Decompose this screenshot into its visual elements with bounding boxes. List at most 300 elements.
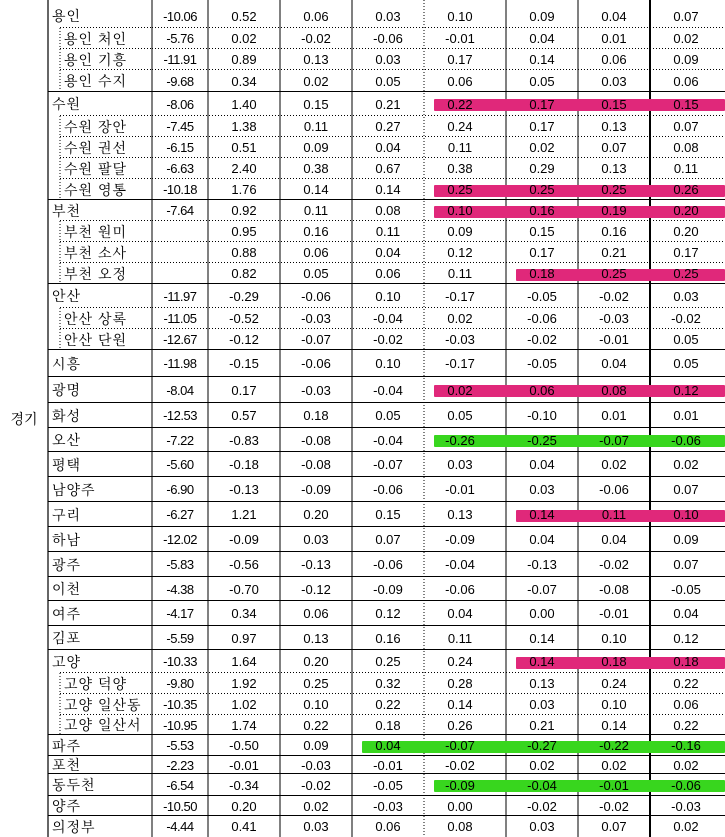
value-cell: 0.18 [673,654,699,669]
row-name: 구리 [52,506,82,523]
value-cell: 0.10 [303,697,329,712]
value-cell: 0.29 [529,161,555,176]
row-name: 여주 [52,605,82,622]
value-cell: -0.52 [229,311,259,326]
value-cell: 0.13 [601,119,627,134]
value-cell: 0.17 [529,119,555,134]
value-cell: 0.34 [231,73,257,89]
row-name: 고양 일산동 [64,696,142,713]
value-cell: -0.06 [599,482,629,497]
value-cell: -0.16 [671,738,701,753]
value-cell: 0.67 [375,161,401,176]
value-cell: 0.02 [231,31,257,46]
value-cell: 0.03 [529,697,555,712]
value-cell: 0.03 [375,52,401,67]
value-cell: -5.53 [166,738,194,753]
value-cell: 0.24 [601,676,627,691]
value-cell: 0.20 [673,224,699,239]
value-cell: -0.06 [527,311,557,326]
value-cell: 0.13 [303,52,329,67]
value-cell: 0.25 [529,182,555,197]
value-cell: -0.17 [445,356,475,371]
row-name: 광명 [52,382,82,398]
value-cell: 0.08 [447,819,473,834]
value-cell: 0.22 [303,717,329,733]
value-cell: -4.38 [166,581,194,597]
value-cell: -0.06 [301,288,331,304]
value-cell: 0.19 [601,203,627,218]
value-cell: -0.56 [229,557,259,572]
value-cell: 0.12 [673,382,699,398]
value-cell: 0.14 [601,717,627,733]
table-row [48,28,725,49]
value-cell: -0.26 [445,432,475,448]
row-name: 안산 상록 [64,310,127,327]
table-row [48,527,725,552]
value-cell: 0.02 [601,757,627,773]
value-cell: -0.06 [373,482,403,497]
value-cell: 0.28 [447,676,473,691]
value-cell: -0.01 [373,757,403,773]
value-cell: 0.25 [375,654,401,669]
value-cell: -2.23 [166,757,194,773]
table-row [48,673,725,694]
value-cell: 1.64 [231,654,257,669]
value-cell: 0.08 [375,203,401,218]
value-cell: 0.92 [231,203,257,218]
value-cell: 0.09 [529,8,555,24]
value-cell: 0.25 [303,676,329,691]
value-cell: 0.04 [673,606,699,621]
value-cell: -0.02 [527,332,557,347]
value-cell: -6.15 [166,140,194,155]
value-cell: -0.08 [599,581,629,597]
value-cell: -10.35 [163,697,197,712]
value-cell: -0.02 [527,798,557,814]
value-cell: 0.12 [673,630,699,646]
value-cell: 0.17 [673,245,699,260]
value-cell: 0.10 [673,507,699,522]
value-cell: 0.14 [447,697,473,712]
value-cell: 1.02 [231,697,257,712]
row-name: 광주 [52,556,82,573]
region-label: 경기 [10,410,38,427]
value-cell: 1.76 [231,182,257,197]
value-cell: 0.09 [303,738,329,753]
value-cell: 0.97 [231,630,257,646]
row-name: 시흥 [52,355,82,372]
value-cell: 0.02 [673,757,699,773]
value-cell: -0.04 [373,432,403,448]
value-cell: -9.80 [166,676,194,691]
value-cell: 0.20 [303,654,329,669]
value-cell: -0.07 [301,332,331,347]
table-row [48,756,725,774]
table-row [48,242,725,263]
table-row [48,816,725,837]
value-cell: 0.03 [529,482,555,497]
value-cell: 0.01 [673,408,699,423]
value-cell: -11.97 [163,288,197,304]
value-cell: 0.11 [447,630,473,646]
value-cell: -0.06 [671,432,701,448]
value-cell: 0.03 [447,457,473,472]
value-cell: -0.18 [229,457,259,472]
value-cell: 0.20 [231,798,257,814]
table-row [48,650,725,673]
value-cell: 0.06 [673,697,699,712]
value-cell: -0.08 [301,457,331,472]
value-cell: -0.03 [599,311,629,326]
row-name: 수원 장안 [64,118,127,135]
value-cell: 0.12 [447,245,473,260]
value-cell: 0.38 [303,161,329,176]
value-cell: 1.40 [231,96,257,112]
value-cell: 0.11 [303,119,329,134]
value-cell: 0.82 [231,266,257,281]
value-cell: 0.00 [529,606,555,621]
value-cell: 0.11 [673,161,699,176]
value-cell: -5.59 [166,630,194,646]
value-cell: -0.06 [445,581,475,597]
value-cell: -0.04 [445,557,475,572]
value-cell: 1.74 [231,717,257,733]
value-cell: 0.02 [673,31,699,46]
value-cell: 0.32 [375,676,401,691]
value-cell: -7.64 [166,203,194,218]
value-cell: -10.18 [163,182,197,197]
value-cell: 0.14 [529,654,555,669]
value-cell: 0.14 [529,507,555,522]
value-cell: 0.14 [529,52,555,67]
value-cell: -0.10 [527,408,557,423]
value-cell: 0.17 [231,382,257,398]
value-cell: 0.06 [529,382,555,398]
value-cell: 0.88 [231,245,257,260]
value-cell: 0.38 [447,161,473,176]
value-cell: -0.06 [301,356,331,371]
value-cell: -9.68 [166,73,194,89]
value-cell: 0.26 [673,182,699,197]
value-cell: -12.02 [163,532,197,547]
value-cell: 0.07 [673,119,699,134]
value-cell: 0.89 [231,52,257,67]
value-cell: -7.45 [166,119,194,134]
value-cell: 0.04 [375,245,401,260]
value-cell: -0.03 [301,382,331,398]
value-cell: -7.22 [166,432,194,448]
value-cell: -0.83 [229,432,259,448]
value-cell: 0.03 [601,73,627,89]
value-cell: 0.52 [231,8,257,24]
value-cell: 1.38 [231,119,257,134]
table-row [48,137,725,158]
table-row [48,221,725,242]
value-cell: 0.16 [303,224,329,239]
value-cell: -0.17 [445,288,475,304]
value-cell [152,263,208,284]
value-cell: 0.03 [673,288,699,304]
value-cell: 0.04 [375,140,401,155]
value-cell: -0.07 [373,457,403,472]
table-row [48,70,725,92]
value-cell: -0.03 [445,332,475,347]
value-cell: -0.02 [373,332,403,347]
value-cell: 0.09 [673,52,699,67]
value-cell: 0.04 [529,532,555,547]
value-cell: 0.09 [303,140,329,155]
row-name: 화성 [52,407,82,424]
value-cell: 0.03 [529,819,555,834]
value-cell: 0.95 [231,224,257,239]
table-row [48,116,725,137]
value-cell: 0.18 [375,717,401,733]
value-cell: 0.02 [447,311,473,326]
value-cell: 0.13 [447,507,473,522]
value-cell: -0.02 [599,557,629,572]
value-cell: -0.02 [671,311,701,326]
value-cell: 0.05 [375,408,401,423]
value-cell: -12.67 [163,332,197,347]
value-cell: -11.98 [163,356,197,371]
value-cell: -12.53 [163,408,197,423]
row-name: 남양주 [52,481,96,498]
value-cell: -0.01 [229,757,259,773]
value-cell: -0.29 [229,288,259,304]
value-cell: -0.01 [599,777,629,793]
value-cell: -0.02 [301,31,331,46]
value-cell: -0.09 [373,581,403,597]
value-cell: 0.08 [601,382,627,398]
value-cell: -0.02 [599,288,629,304]
value-cell: 0.20 [673,203,699,218]
value-cell: 0.21 [601,245,627,260]
value-cell: -8.04 [166,382,194,398]
value-cell: 0.25 [447,182,473,197]
value-cell: -0.25 [527,432,557,448]
value-cell: -0.05 [527,288,557,304]
row-name: 포천 [52,757,82,773]
value-cell: -5.60 [166,457,194,472]
value-cell: 1.21 [231,507,257,522]
value-cell: -0.04 [373,311,403,326]
value-cell: -0.07 [527,581,557,597]
value-cell: 0.05 [529,73,555,89]
value-cell: 0.14 [303,182,329,197]
value-cell: 0.03 [303,532,329,547]
value-cell: 0.11 [601,507,627,522]
value-cell: -0.07 [599,432,629,448]
table-row [48,49,725,70]
table-row [48,377,725,403]
table-row [48,477,725,502]
value-cell: 0.10 [601,630,627,646]
value-cell: 0.20 [303,507,329,522]
row-name: 용인 수지 [64,73,127,89]
value-cell: -11.05 [163,311,197,326]
row-name: 하남 [52,531,82,548]
value-cell: 2.40 [231,161,257,176]
table-row [48,626,725,650]
value-cell: 0.07 [673,8,699,24]
table-row [48,774,725,796]
value-cell: 0.02 [529,757,555,773]
row-name: 수원 영통 [64,181,127,198]
value-cell: -0.01 [445,31,475,46]
value-cell: 0.17 [529,245,555,260]
value-cell: 0.04 [601,532,627,547]
table-row [48,92,725,116]
table-row [48,4,725,28]
table-row [48,308,725,329]
value-cell: 0.25 [673,266,699,281]
value-cell: 0.22 [447,96,473,112]
value-cell: -4.17 [166,606,194,621]
value-cell: -0.02 [445,757,475,773]
row-name: 고양 일산서 [64,717,142,733]
value-cell: 0.13 [529,676,555,691]
value-cell: 0.02 [673,819,699,834]
value-cell: -10.50 [163,798,197,814]
row-name: 평택 [52,456,82,473]
table-row [48,179,725,200]
table-row [48,158,725,179]
value-cell: -5.83 [166,557,194,572]
row-name: 부천 소사 [64,244,127,261]
value-cell: -0.03 [301,757,331,773]
value-cell: -0.04 [373,382,403,398]
table-row [48,329,725,350]
value-cell: 0.05 [447,408,473,423]
value-cell: 0.02 [303,798,329,814]
value-cell: 0.18 [529,266,555,281]
value-cell: 0.03 [375,8,401,24]
value-cell: -10.95 [163,717,197,733]
value-cell: -0.50 [229,738,259,753]
value-cell: -0.06 [671,777,701,793]
value-cell: 0.14 [529,630,555,646]
row-name: 오산 [52,432,82,448]
value-cell: 0.02 [303,73,329,89]
value-cell: -0.03 [301,311,331,326]
value-cell: 0.05 [303,266,329,281]
value-cell: 0.18 [303,408,329,423]
value-cell: 0.06 [303,606,329,621]
value-cell: -0.01 [445,482,475,497]
value-cell: 0.06 [447,73,473,89]
value-cell: 0.15 [303,96,329,112]
value-cell: 0.11 [447,140,473,155]
value-cell: 0.22 [673,676,699,691]
value-cell: -0.09 [229,532,259,547]
row-name: 고양 [52,653,82,670]
value-cell: 0.02 [529,140,555,155]
value-cell: 0.27 [375,119,401,134]
value-cell: -0.12 [229,332,259,347]
value-cell: 0.07 [375,532,401,547]
value-cell: 0.07 [673,482,699,497]
value-cell: 0.06 [303,8,329,24]
value-cell: 0.26 [447,717,473,733]
value-cell: 1.92 [231,676,257,691]
value-cell: 0.12 [375,606,401,621]
value-cell: -0.70 [229,581,259,597]
value-cell: 0.05 [673,356,699,371]
value-cell: -0.05 [373,777,403,793]
value-cell: 0.41 [231,819,257,834]
value-cell: 0.04 [529,457,555,472]
value-cell: 0.05 [673,332,699,347]
table-row [48,601,725,626]
value-cell: -0.02 [301,777,331,793]
row-name: 용인 [52,8,82,24]
value-cell: -0.15 [229,356,259,371]
value-cell: 0.07 [601,819,627,834]
table-row [48,452,725,477]
value-cell: 0.16 [529,203,555,218]
row-name: 수원 [52,96,82,112]
value-cell: 0.06 [375,819,401,834]
value-cell: 0.04 [375,738,401,753]
value-cell: 0.02 [601,457,627,472]
value-cell: -0.13 [527,557,557,572]
value-cell: 0.01 [601,408,627,423]
value-cell: 0.13 [303,630,329,646]
value-cell: 0.24 [447,654,473,669]
value-cell: -6.54 [166,777,194,793]
table-row [48,552,725,577]
row-name: 안산 [52,288,82,304]
value-cell: -0.08 [301,432,331,448]
table-row [48,284,725,308]
value-cell: -8.06 [166,96,194,112]
value-cell: 0.06 [375,266,401,281]
table-row [48,796,725,816]
value-cell: -0.34 [229,777,259,793]
value-cell: 0.04 [601,356,627,371]
row-name: 수원 권선 [64,139,127,156]
value-cell: -10.06 [163,8,197,24]
row-name: 의정부 [52,818,96,835]
row-name: 고양 덕양 [64,675,127,692]
value-cell: -10.33 [163,654,197,669]
value-cell: 0.10 [601,697,627,712]
value-cell: 0.57 [231,408,257,423]
table-row [48,715,725,735]
value-cell: -6.90 [166,482,194,497]
value-cell: -0.01 [599,332,629,347]
row-name: 부천 오정 [64,265,127,282]
value-cell [152,242,208,263]
table-row [48,200,725,221]
value-cell: -0.22 [599,738,629,753]
value-cell: -4.44 [166,819,194,834]
value-cell: 0.10 [375,356,401,371]
value-cell: 0.07 [673,557,699,572]
value-cell: 0.17 [529,96,555,112]
value-cell: 0.18 [601,654,627,669]
value-cell: 0.51 [231,140,257,155]
value-cell: -0.05 [671,581,701,597]
value-cell: -0.09 [445,532,475,547]
value-cell: 0.15 [673,96,699,112]
row-name: 이천 [52,581,82,597]
value-cell: 0.15 [375,507,401,522]
value-cell: 0.17 [447,52,473,67]
value-cell: 0.11 [303,203,329,218]
row-name: 김포 [52,630,82,646]
value-cell: 0.09 [673,532,699,547]
